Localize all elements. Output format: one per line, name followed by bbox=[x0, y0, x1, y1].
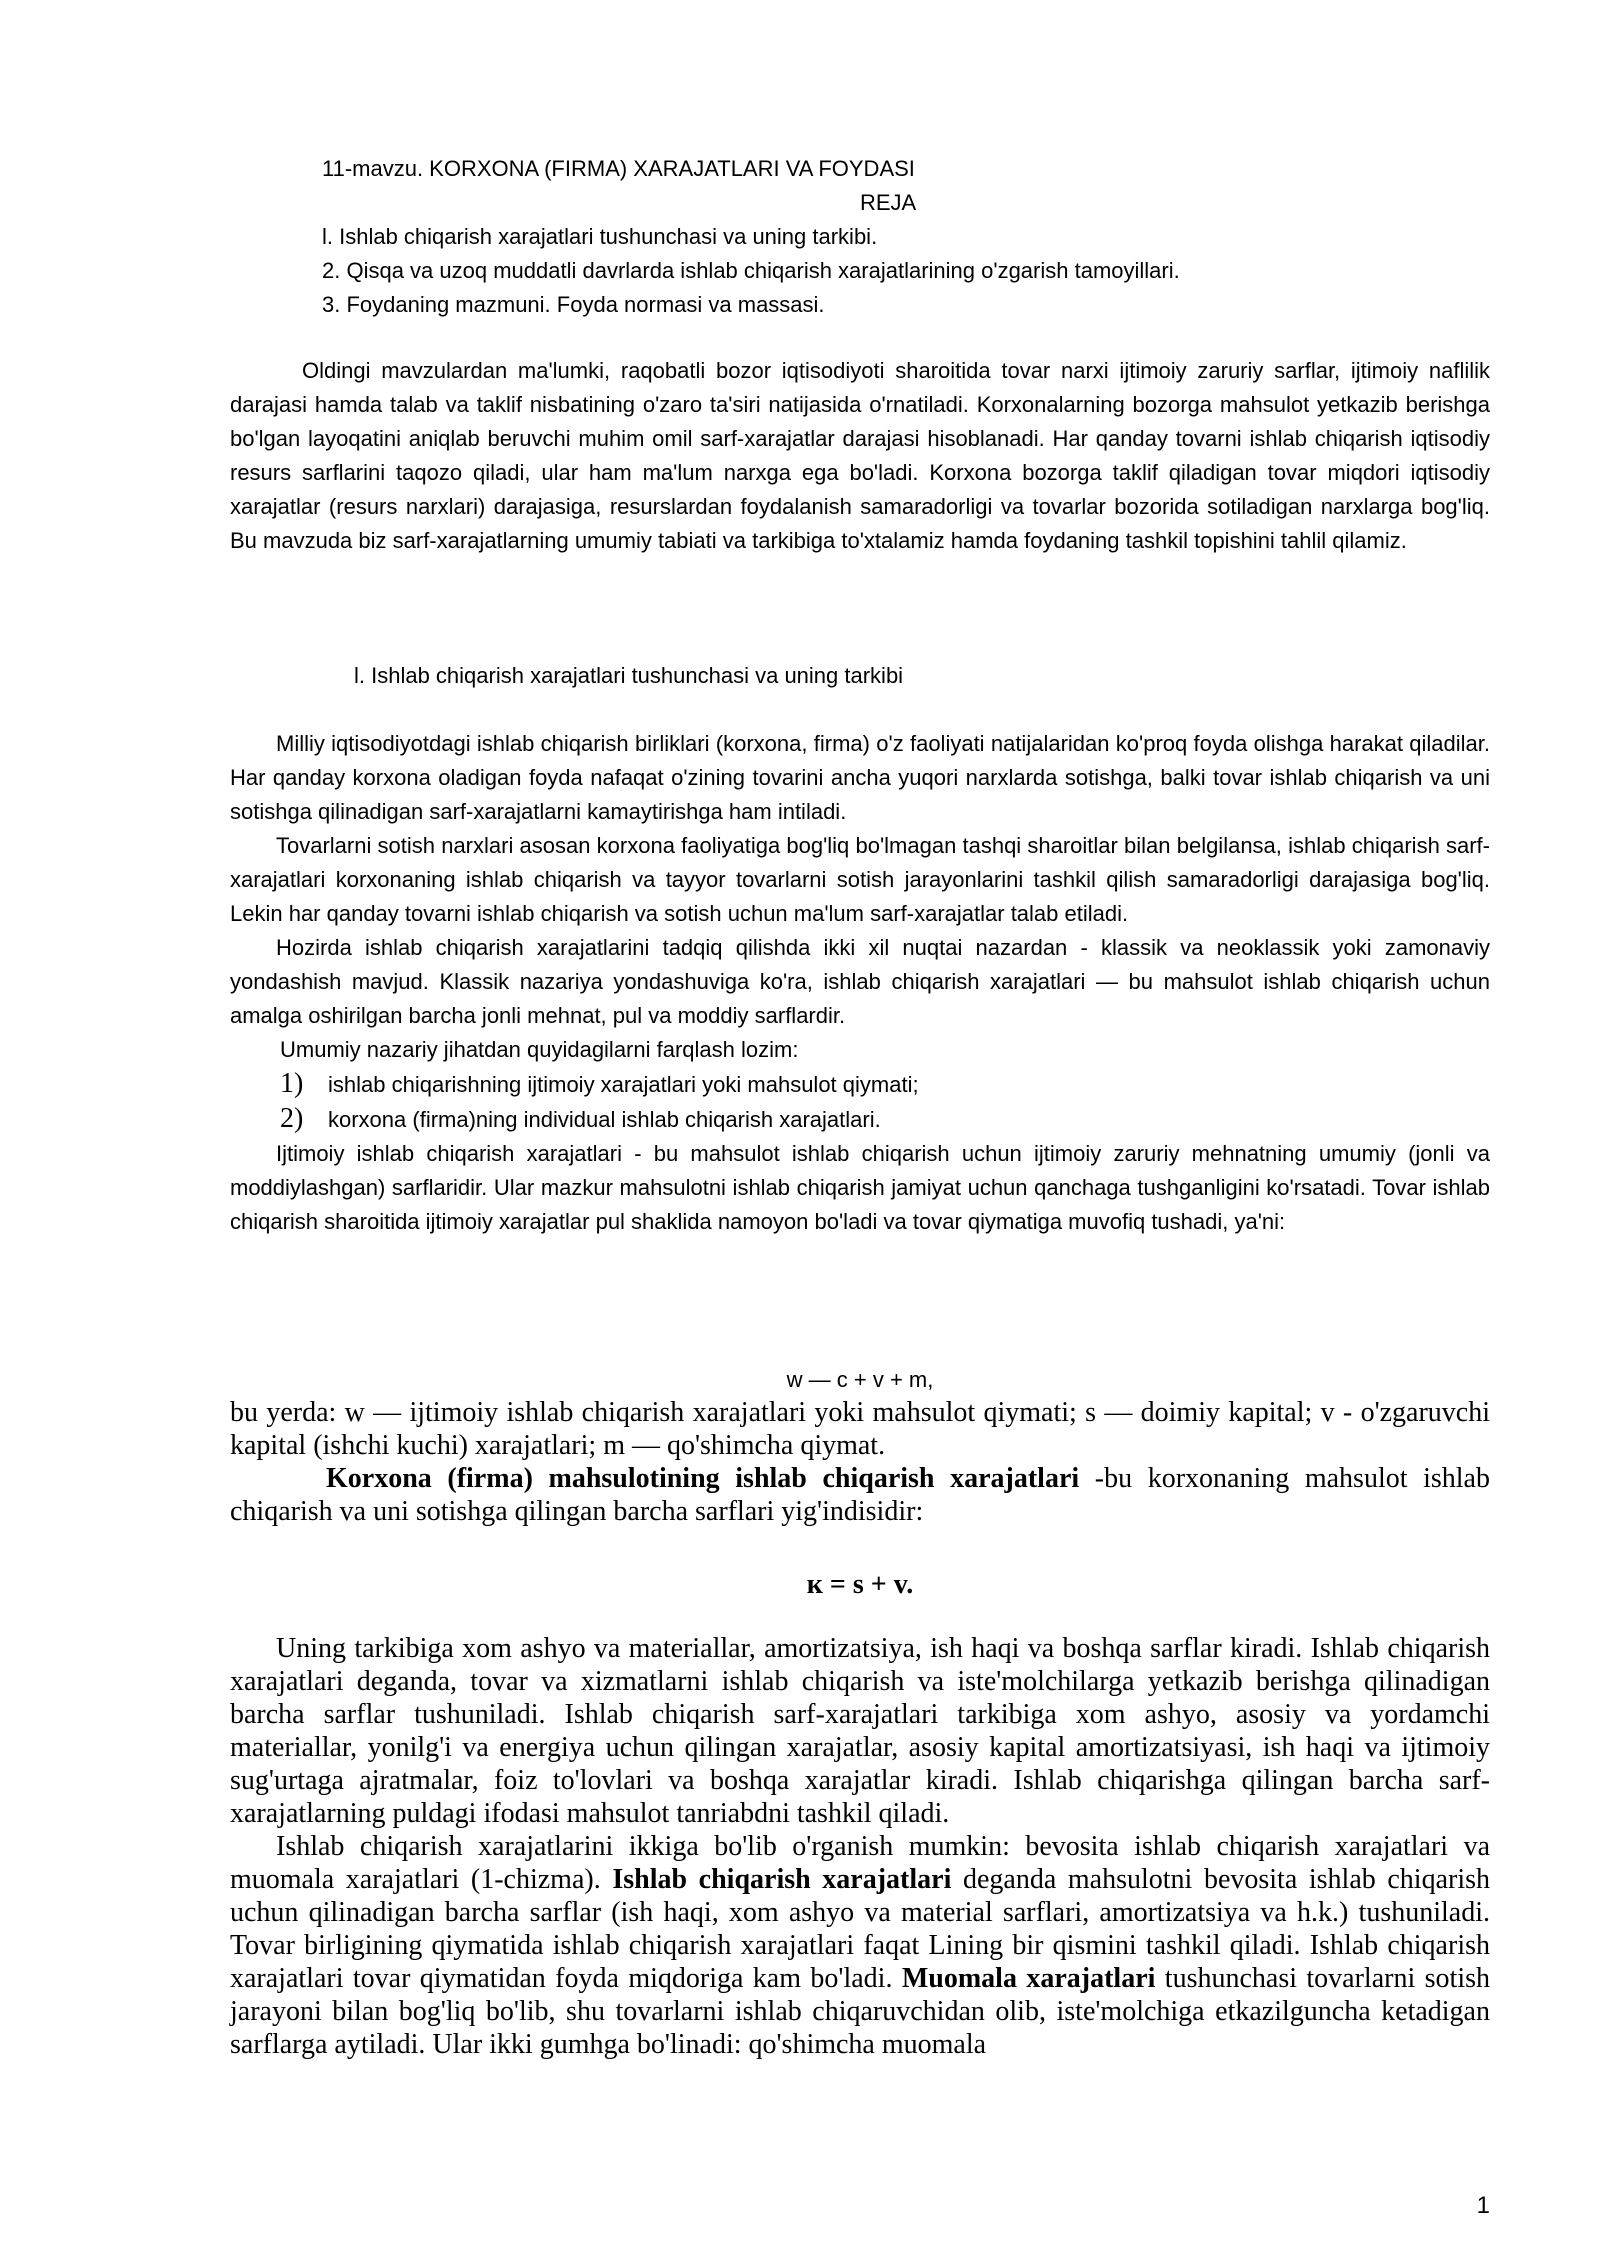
header-block bbox=[322, 152, 1422, 322]
list-number: 2) bbox=[280, 1103, 304, 1134]
paragraph-2: Tovarlarni sotish narxlari asosan korxona faoliyatiga bog'liq bo'lmagan tashqi sharoitlar bilan belgilansa, ishlab chiqarish sarf-xarajatlari korxonaning ishlab chiqarish va tayyor tovarlarni sotish jarayonlarini tashkil qilish samaradorligi darajasiga bog'liq. Lekin har qanday tovarni ishlab chiqarish va sotish uchun ma'lum sarf-xarajatlar talab etiladi. bbox=[230, 833, 1490, 926]
paragraph-5: Ijtimoiy ishlab chiqarish xarajatlari - bu mahsulot ishlab chiqarish uchun ijtimoiy zaruriy mehnatning umumiy (jonli va moddiylashgan) sarflaridir. Ular mazkur mahsulotni ishlab chiqarish jamiyat uchun qanchaga tushganligini ko'rsatadi. Tovar ishlab chiqarish sharoitida ijtimoiy xarajatlar pul shaklida namoyon bo'ladi va tovar qiymatiga muvofiq tushadi, ya'ni: bbox=[230, 1141, 1490, 1234]
formula-explanation: bu yerda: w — ijtimoiy ishlab chiqarish xarajatlari yoki mahsulot qiymati; s — doimiy kapital; v - o'zgaruvchi kapital (ishchi kuchi) xarajatlari; m — qo'shimcha qiymat. bbox=[230, 1397, 1490, 1461]
section-heading: l. Ishlab chiqarish xarajatlari tushunchasi va uning tarkibi bbox=[354, 663, 904, 688]
formula-1: w — c + v + m, bbox=[786, 1367, 934, 1392]
paragraph-7-text-c: deganda mahsulotni bevosita ishlab chiqarish uchun qilinadigan barcha sarflar (ish haqi, xom ashyo va material sarflari, amortizatsiya va h.k.) tushuniladi. Tovar birligining qiymatida ishlab chiqarish xarajatlari faqat Lining bir qismini tashkil qiladi. Ishlab chiqarish xarajatlari tovar qiymatidan foyda miqdoriga kam bo'ladi. bbox=[230, 1864, 1490, 1994]
firm-costs-term: Korxona (firma) mahsulotining ishlab chiqarish xarajatlari bbox=[326, 1463, 1080, 1494]
circulation-costs-term: Muomala xarajatlari bbox=[901, 1963, 1156, 1994]
paragraph-1: Milliy iqtisodiyotdagi ishlab chiqarish birliklari (korxona, firma) o'z faoliyati natijalaridan ko'proq foyda olishga harakat qiladilar. Har qanday korxona oladigan foyda nafaqat o'zining tovarini ancha yuqori narxlarda sotishga, balki tovar ishlab chiqarish va uni sotishga qilinadigan sarf-xarajatlarni kamaytirishga ham intiladi. bbox=[230, 731, 1490, 824]
paragraph-7-text-d: tushunchasi tovarlarni sotish jarayoni bilan bog'liq bo'lib, shu tovarlarni ishlab chiqaruvchidan olib, iste'molchiga etkazilguncha ketadigan sarflarga aytiladi. Ular ikki gumhga bo'linadi: qo'shimcha muomala bbox=[230, 1963, 1490, 2060]
list-item bbox=[230, 1102, 1490, 1137]
list-item bbox=[230, 1067, 1490, 1102]
paragraph-6: Uning tarkibiga xom ashyo va materiallar, amortizatsiya, ish haqi va boshqa sarflar kiradi. Ishlab chiqarish xarajatlari deganda, tovar va xizmatlarni ishlab chiqarish va iste'molchilarga yetkazib berishga qilinadigan barcha sarflar tushuniladi. Ishlab chiqarish sarf-xarajatlari tarkibiga xom ashyo, asosiy va yordamchi materiallar, yonilg'i va energiya uchun qilingan xarajatlar, asosiy kapital amortizatsiyasi, ish haqi va ijtimoiy sug'urtaga ajratmalar, foiz to'lovlari va boshqa xarajatlar kiradi. Ishlab chiqarishga qilingan barcha sarf-xarajatlarning puldagi ifodasi mahsulot tanriabdni tashkil qiladi. bbox=[230, 1633, 1490, 1829]
production-costs-term: Ishlab chiqarish xarajatlari bbox=[612, 1864, 952, 1895]
section-body bbox=[230, 727, 1490, 1239]
topic-title: 11-mavzu. KORXONA (FIRMA) XARAJATLARI VA FOYDASI bbox=[322, 156, 915, 181]
serif-body-2 bbox=[230, 1632, 1490, 2061]
intro-paragraph: Oldingi mavzulardan ma'lumki, raqobatli bozor iqtisodiyoti sharoitida tovar narxi ijtimoiy zaruriy sarflar, ijtimoiy naflilik darajasi hamda talab va taklif nisbatining o'zaro ta'siri natijasida o'rnatiladi. Korxonalarning bozorga mahsulot yetkazib berishga bo'lgan layoqatini aniqlab beruvchi muhim omil sarf-xarajatlar darajasi hisoblanadi. Har qanday tovarni ishlab chiqarish iqtisodiy resurs sarflarini taqozo qiladi, ular ham ma'lum narxga ega bo'ladi. Korxona bozorga taklif qiladigan tovar miqdori iqtisodiy xarajatlar (resurs narxlari) darajasiga, resurslardan foydalanish samaradorligi va tovarlar bozorida sotiladigan narxlarga bog'liq. Bu mavzuda biz sarf-xarajatlarning umumiy tabiati va tarkibiga to'xtalamiz hamda foydaning tashkil topishini tahlil qilamiz. bbox=[230, 358, 1490, 553]
plan-item-3: 3. Foydaning mazmuni. Foyda normasi va massasi. bbox=[322, 292, 825, 317]
serif-body bbox=[230, 1396, 1490, 1528]
paragraph-4: Umumiy nazariy jihatdan quyidagilarni farqlash lozim: bbox=[280, 1037, 799, 1062]
paragraph-3: Hozirda ishlab chiqarish xarajatlarini tadqiq qilishda ikki xil nuqtai nazardan - klassik va neoklassik yoki zamonaviy yondashish mavjud. Klassik nazariya yondashuviga ko'ra, ishlab chiqarish xarajatlari — bu mahsulot ishlab chiqarish uchun amalga oshirilgan barcha jonli mehnat, pul va moddiy sarflardir. bbox=[230, 935, 1490, 1028]
plan-label: REJA bbox=[860, 190, 917, 215]
list-number: 1) bbox=[280, 1068, 304, 1099]
firm-costs-definition bbox=[230, 1462, 1490, 1528]
firm-costs-text: -bu korxonaning mahsulot ishlab chiqarish va uni sotishga qilingan barcha sarflari yig'indisidir: bbox=[230, 1463, 1490, 1527]
paragraph-7 bbox=[230, 1830, 1490, 2061]
page-number: 1 bbox=[1476, 2192, 1490, 2219]
plan-item-1: l. Ishlab chiqarish xarajatlari tushunchasi va uning tarkibi. bbox=[322, 224, 878, 249]
paragraph-7-text-a: Ishlab chiqarish xarajatlarini ikkiga bo'lib o'rganish mumkin: bevosita ishlab chiqarish xarajatlari va muomala xarajatlari (1-chizma). bbox=[230, 1831, 1490, 1895]
list-text: ishlab chiqarishning ijtimoiy xarajatlari yoki mahsulot qiymati; bbox=[328, 1072, 919, 1097]
list-text: korxona (firma)ning individual ishlab chiqarish xarajatlari. bbox=[328, 1107, 881, 1132]
formula-2: к = s + v. bbox=[806, 1569, 914, 1600]
plan-item-2: 2. Qisqa va uzoq muddatli davrlarda ishlab chiqarish xarajatlarining o'zgarish tamoyillari. bbox=[322, 258, 1180, 283]
